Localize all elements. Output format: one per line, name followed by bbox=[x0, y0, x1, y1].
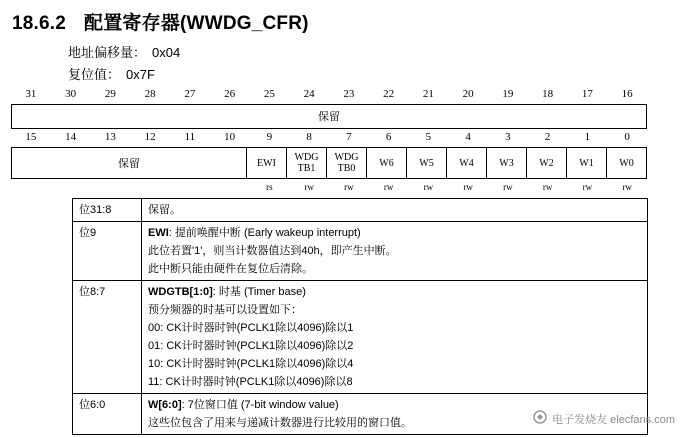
watermark bbox=[532, 409, 675, 428]
field-w5: W5 bbox=[407, 148, 447, 178]
watermark-logo-icon bbox=[532, 409, 548, 428]
field-w3: W3 bbox=[487, 148, 527, 178]
watermark-text: 电子发烧友 elecfans.com bbox=[552, 413, 675, 426]
lower-bit-numbers bbox=[11, 131, 647, 145]
bit-number: 22 bbox=[383, 88, 395, 100]
address-offset-value: 0x04 bbox=[152, 45, 181, 60]
field-ewi: EWI bbox=[247, 148, 287, 178]
bit-number: 5 bbox=[425, 131, 432, 143]
description-line: 这些位包含了用来与递减计数器进行比较用的窗口值。 bbox=[148, 417, 412, 429]
lower-register-row bbox=[11, 147, 647, 179]
reset-value bbox=[68, 64, 155, 83]
reset-value-value: 0x7F bbox=[126, 67, 155, 82]
bit-number: 18 bbox=[542, 88, 554, 100]
reserved-field-lower: 保留 bbox=[12, 148, 247, 178]
access-type: rw bbox=[423, 182, 434, 192]
bit-number: 6 bbox=[385, 131, 392, 143]
table-row bbox=[73, 222, 648, 281]
access-type: rw bbox=[622, 182, 632, 192]
description-line: 此位若置'1'，则当计数器值达到40h，即产生中断。 bbox=[148, 245, 397, 257]
bit-number: 3 bbox=[505, 131, 511, 143]
section-number: 18.6.2 bbox=[12, 13, 67, 34]
row-title: 保留。 bbox=[148, 204, 181, 216]
upper-register-row bbox=[11, 104, 647, 129]
bit-number: 20 bbox=[462, 88, 474, 100]
access-types-row bbox=[11, 182, 647, 194]
access-type: rw bbox=[463, 182, 473, 192]
bit-description-table bbox=[72, 198, 648, 435]
field-w2: W2 bbox=[527, 148, 567, 178]
reserved-field-upper: 保留 bbox=[318, 110, 340, 123]
row-title: W[6:0]: 7位窗口值 (7-bit window value) bbox=[148, 399, 339, 411]
description-cell bbox=[142, 281, 648, 394]
bit-number: 11 bbox=[184, 131, 196, 143]
bit-number: 2 bbox=[544, 131, 551, 143]
bit-number: 24 bbox=[303, 88, 315, 100]
access-type: rw bbox=[542, 182, 553, 192]
bit-number: 30 bbox=[65, 88, 77, 100]
field-w0: W0 bbox=[619, 157, 634, 169]
description-line: 此中断只能由硬件在复位后清除。 bbox=[148, 263, 313, 275]
bit-number: 7 bbox=[346, 131, 352, 143]
address-offset bbox=[68, 42, 180, 61]
bit-number: 10 bbox=[224, 131, 236, 143]
access-type: rw bbox=[582, 182, 593, 192]
field-w4: W4 bbox=[447, 148, 487, 178]
bit-number: 19 bbox=[502, 88, 514, 100]
field-wdgtb0: WDG TB0 bbox=[327, 148, 367, 178]
table-row bbox=[73, 199, 648, 222]
field-wdgtb1: WDG TB1 bbox=[287, 148, 327, 178]
bit-number: 23 bbox=[343, 88, 355, 100]
description-cell bbox=[142, 199, 648, 222]
bit-number: 28 bbox=[144, 88, 156, 100]
access-type: rw bbox=[503, 182, 513, 192]
bit-number: 0 bbox=[624, 131, 630, 143]
bit-number: 12 bbox=[144, 131, 156, 143]
field-w1: W1 bbox=[567, 148, 607, 178]
address-offset-label: 地址偏移量： bbox=[68, 45, 147, 60]
bit-number: 21 bbox=[422, 88, 434, 100]
description-line: 10: CK计时器时钟(PCLK1除以4096)除以4 bbox=[148, 358, 354, 370]
field-w6: W6 bbox=[367, 148, 407, 178]
description-line: 11: CK计时器时钟(PCLK1除以4096)除以8 bbox=[148, 376, 353, 388]
bit-number: 29 bbox=[104, 88, 116, 100]
bit-number: 8 bbox=[306, 131, 312, 143]
description-line: 01: CK计时器时钟(PCLK1除以4096)除以2 bbox=[148, 340, 354, 352]
upper-bit-numbers bbox=[11, 88, 647, 102]
table-row bbox=[73, 281, 648, 394]
access-type: rw bbox=[383, 182, 394, 192]
description-cell bbox=[142, 222, 648, 281]
description-line: 00: CK计时器时钟(PCLK1除以4096)除以1 bbox=[148, 322, 354, 334]
section-title: 配置寄存器(WWDG_CFR) bbox=[84, 13, 309, 34]
row-title: WDGTB[1:0]: 时基 (Timer base) bbox=[148, 286, 306, 298]
bit-number: 16 bbox=[621, 88, 633, 100]
bit-number: 1 bbox=[584, 131, 591, 143]
bit-number: 15 bbox=[25, 131, 37, 143]
bit-range-cell: 位31:8 bbox=[73, 199, 142, 222]
bit-number: 13 bbox=[104, 131, 116, 143]
description-line: 预分频器的时基可以设置如下： bbox=[148, 304, 302, 316]
bit-number: 27 bbox=[184, 88, 196, 100]
bit-range-cell: 位8:7 bbox=[73, 281, 142, 394]
bit-range-cell: 位9 bbox=[73, 222, 142, 281]
bit-number: 31 bbox=[25, 88, 37, 100]
bit-number: 9 bbox=[266, 131, 273, 143]
bit-number: 4 bbox=[465, 131, 471, 143]
bit-number: 26 bbox=[224, 88, 236, 100]
row-title: EWI: 提前唤醒中断 (Early wakeup interrupt) bbox=[148, 227, 361, 239]
bit-number: 17 bbox=[581, 88, 593, 100]
bit-number: 14 bbox=[65, 131, 77, 143]
bit-number: 25 bbox=[263, 88, 275, 100]
access-type: rw bbox=[344, 182, 354, 192]
reset-value-label: 复位值： bbox=[68, 67, 121, 82]
access-type: rw bbox=[304, 182, 314, 192]
section-heading bbox=[12, 8, 309, 35]
access-type: rs bbox=[266, 182, 273, 192]
bit-range-cell: 位6:0 bbox=[73, 394, 142, 435]
